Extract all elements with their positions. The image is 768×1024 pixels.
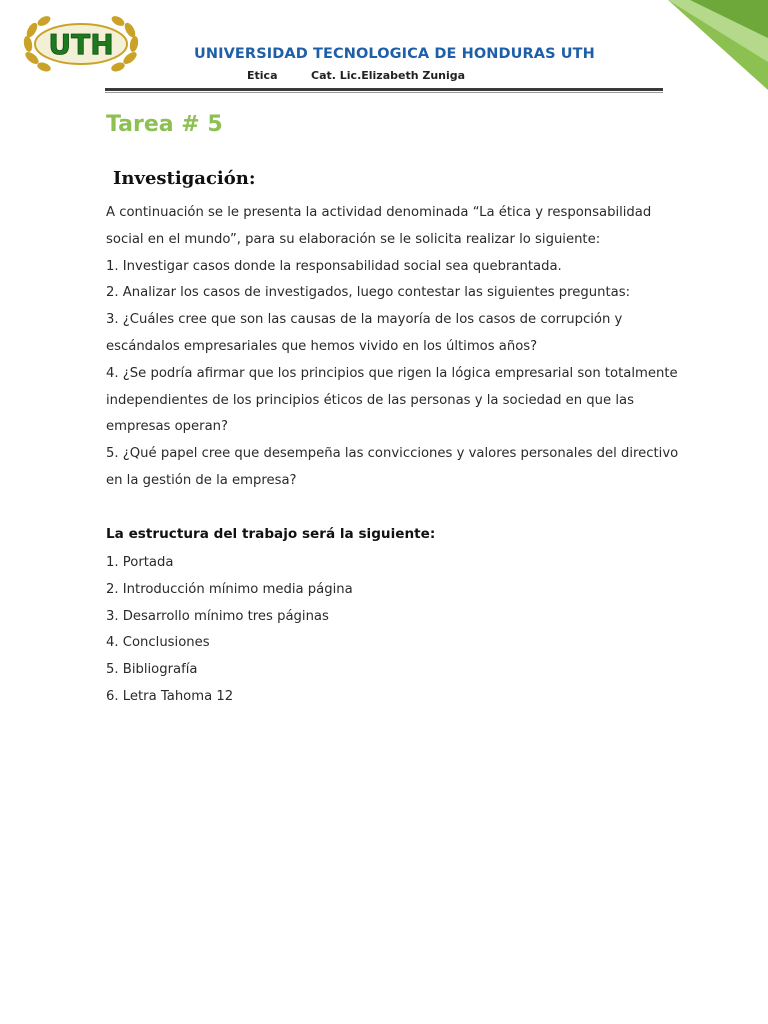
body-line: 1. Investigar casos donde la responsabilidad social sea quebrantada. xyxy=(106,258,562,274)
uth-logo xyxy=(18,12,144,76)
teacher-name: Cat. Lic.Elizabeth Zuniga xyxy=(311,69,466,82)
body-line: 2. Analizar los casos de investigados, luego contestar las siguientes preguntas: xyxy=(106,285,631,301)
header-divider-thin xyxy=(105,92,663,93)
course-name: Etica xyxy=(247,69,278,82)
corner-decoration xyxy=(668,0,768,90)
body-line: empresas operan? xyxy=(106,419,229,435)
logo-text: UTH xyxy=(48,28,114,61)
list-item: 4. Conclusiones xyxy=(106,635,210,651)
investigation-body xyxy=(106,200,679,495)
body-line: 4. ¿Se podría afirmar que los principios que rigen la lógica empresarial son totalmente xyxy=(106,365,678,381)
university-title: UNIVERSIDAD TECNOLOGICA DE HONDURAS UTH xyxy=(194,46,595,62)
list-item: 5. Bibliografía xyxy=(106,662,198,678)
body-line: escándalos empresariales que hemos vivido en los últimos años? xyxy=(106,338,538,354)
header-divider xyxy=(105,88,663,91)
list-item: 6. Letra Tahoma 12 xyxy=(106,688,234,704)
structure-heading: La estructura del trabajo será la siguiente: xyxy=(106,526,436,542)
body-line: social en el mundo”, para su elaboración se le solicita realizar lo siguiente: xyxy=(106,231,601,247)
task-title: Tarea # 5 xyxy=(106,112,223,137)
list-item: 1. Portada xyxy=(106,555,174,570)
body-line: A continuación se le presenta la actividad denominada “La ética y responsabilidad xyxy=(106,205,652,220)
investigation-heading: Investigación: xyxy=(113,168,256,189)
list-item: 3. Desarrollo mínimo tres páginas xyxy=(106,608,329,624)
body-line: independientes de los principios éticos de las personas y la sociedad en que las xyxy=(106,392,634,408)
structure-list xyxy=(106,550,353,711)
list-item: 2. Introducción mínimo media página xyxy=(106,581,353,597)
body-line: 5. ¿Qué papel cree que desempeña las convicciones y valores personales del directivo xyxy=(106,446,679,462)
body-line: 3. ¿Cuáles cree que son las causas de la mayoría de los casos de corrupción y xyxy=(106,312,623,328)
body-line: en la gestión de la empresa? xyxy=(106,472,297,488)
